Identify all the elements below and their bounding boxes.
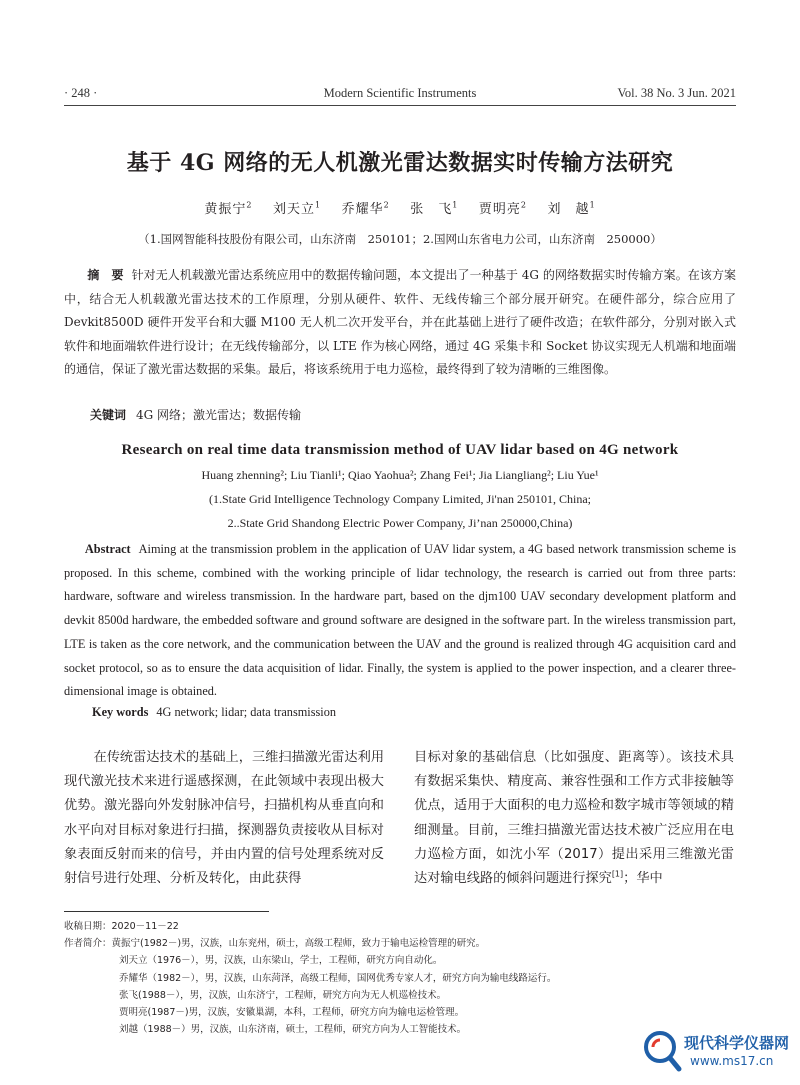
affiliation: （1.国网智能科技股份有限公司，山东济南 250101；2.国网山东省电力公司，山东济南 250000） — [138, 232, 662, 246]
footnote-author: 刘越（1988－）男，汉族，山东济南，硕士，工程师，研究方向为人工智能技术。 — [119, 1024, 467, 1036]
keywords-zh — [90, 406, 730, 423]
english-title: Research on real time data transmission method of UAV lidar based on 4G network — [121, 442, 679, 458]
running-header — [64, 86, 736, 104]
abstract-zh-text: 针对无人机载激光雷达系统应用中的数据传输问题，本文提出了一种基于 4G 的网络数据实时传输方案。在该方案中，结合无人机载激光雷达技术的工作原理，分别从硬件、软件、无线传输三个部分展开研究。在硬件部分，综合应用了 Devkit8500D 硬件开发平台和大疆 M100 无人机二次开发平台，并在此基础上进行了硬件改造；在软件部分，分别对嵌入式软件和地面端软件进行设计；在无线传输部分，以 LTE 作为核心网络，通过 4G 采集卡和 Socket 协议实现无人机端和地面端的通信，保证了激光雷达数据的采集。最后，将该系统用于电力巡检，最终得到了较为清晰的三维图像。 — [64, 268, 736, 376]
footnote-author: 贾明亮(1987－)男，汉族，安徽巢湖，本科，工程师，研究方向为输电运检管理。 — [119, 1007, 465, 1019]
keywords-en-label: Key words — [92, 705, 149, 719]
abstract-en-label: Abstract — [84, 542, 131, 556]
magnifier-logo-icon — [640, 1028, 684, 1074]
page-number: · 248 · — [64, 86, 98, 100]
english-authors: Huang zhenning²; Liu Tianli¹; Qiao Yaohua²; Zhang Fei¹; Jia Liangliang²; Liu Yue¹ — [201, 468, 599, 482]
english-affiliation-line: (1.State Grid Intelligence Technology Company Limited, Ji'nan 250101, China; — [208, 492, 592, 506]
footnote-author: 乔耀华（1982－），男，汉族，山东菏泽，高级工程师，国网优秀专家人才，研究方向为输电线路运行。 — [119, 972, 557, 984]
journal-name: Modern Scientific Instruments — [323, 86, 477, 100]
footnote-author: 作者简介：黄振宁(1982－)男，汉族，山东兖州，硕士，高级工程师，致力于输电运检管理的研究。 — [64, 938, 486, 950]
abstract-en — [64, 538, 736, 704]
paper-title: 基于 4G 网络的无人机激光雷达数据实时传输方法研究 — [126, 150, 674, 176]
footnotes — [64, 918, 624, 1038]
keywords-zh-label: 关键词 — [90, 408, 127, 422]
body-column-right: 目标对象的基础信息（比如强度、距离等）。该技术具有数据采集快、精度高、兼容性强和工作方式非接触等优点，适用于大面积的电力巡检和数字城市等领域的精细测量。目前，三维扫描激光雷达技术被广泛应用在电力巡检方面，如沈小军（2017）提出采用三维激光雷达对输电线路的倾斜问题进行探究[1]；华中 — [414, 750, 734, 887]
watermark-logo — [640, 1028, 790, 1076]
author: 贾明亮$^2$ — [478, 200, 528, 217]
issue-info: Vol. 38 No. 3 Jun. 2021 — [617, 86, 736, 100]
keywords-zh-text: 4G 网络；激光雷达；数据传输 — [136, 408, 302, 422]
keywords-en — [92, 705, 732, 720]
english-affiliation-line: 2..State Grid Shandong Electric Power Company, Ji’nan 250000,China) — [227, 516, 573, 530]
header-rule — [64, 105, 736, 106]
footnote-author: 刘天立（1976－），男，汉族，山东梁山，学士，工程师，研究方向自动化。 — [119, 955, 443, 967]
footnote-received: 收稿日期：2020－11－22 — [64, 921, 179, 932]
footnote-rule — [64, 911, 269, 912]
citation-ref: [1] — [611, 869, 624, 879]
keywords-en-text: 4G network; lidar; data transmission — [156, 705, 336, 719]
author: 黄振宁$^2$ — [204, 200, 253, 217]
abstract-zh-label: 摘 要 — [87, 268, 124, 282]
abstract-en-text: Aiming at the transmission problem in the application of UAV lidar system, a 4G based network transmission scheme is proposed. In this scheme, combined with the working principle of lidar technology, the research is carried out from three parts: hardware, software and wireless transmission. In the hardware part, based on the djm100 UAV secondary development platform and devkit 8500d hardware, the embedded software and ground software are designed in the software part. In the wireless transmission part, LTE is taken as the core network, and the communication between the UAV and the ground is realized through 4G acquisition card and socket protocol, so as to ensure the data acquisition of lidar. Finally, the system is applied to the power inspection, and a clearer three-dimensional image is obtained. — [64, 542, 737, 699]
footnote-author: 张飞(1988－），男，汉族，山东济宁，工程师，研究方向为无人机巡检技术。 — [119, 989, 447, 1001]
body-right-text: 目标对象的基础信息（比如强度、距离等）。该技术具有数据采集快、精度高、兼容性强和工作方式非接触等优点，适用于大面积的电力巡检和数字城市等领域的精细测量。目前，三维扫描激光雷达技术被广泛应用在电力巡检方面，如沈小军（2017）提出采用三维激光雷达对输电线路的倾斜问题进行探究 — [414, 750, 734, 887]
abstract-zh — [64, 264, 736, 382]
author: 乔耀华$^2$ — [341, 200, 390, 217]
author: 刘天立$^1$ — [272, 200, 322, 217]
body-left-text: 在传统雷达技术的基础上，三维扫描激光雷达利用现代激光技术来进行遥感探测，在此领域中表现出极大优势。激光器向外发射脉冲信号，扫描机构从垂直向和水平向对目标对象进行扫描，探测器负责接收从目标对象表面反射而来的信号，并由内置的信号处理系统对反射信号进行处理、分析及转化，由此获得 — [64, 750, 385, 887]
body-column-left — [64, 746, 384, 891]
watermark-url: www.ms17.cn — [690, 1054, 774, 1068]
author: 张 飞$^1$ — [410, 200, 459, 217]
watermark-name: 现代科学仪器网 — [684, 1034, 790, 1052]
author-list — [0, 198, 800, 217]
author: 刘 越$^1$ — [547, 200, 596, 217]
